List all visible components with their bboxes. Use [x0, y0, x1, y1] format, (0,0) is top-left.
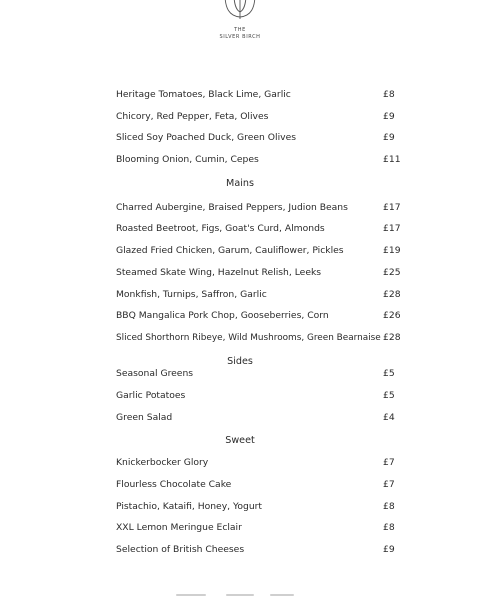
menu-item-price: £5	[383, 368, 395, 379]
menu-item-price: £9	[383, 111, 395, 122]
menu-item-name: Sliced Soy Poached Duck, Green Olives	[116, 132, 297, 143]
footer-decoration	[176, 594, 206, 596]
menu-item-price: £8	[383, 522, 395, 533]
section-heading-mains: Mains	[226, 178, 254, 189]
menu-item	[116, 456, 400, 470]
menu-item-price: £11	[383, 154, 401, 165]
menu-item-name: Knickerbocker Glory	[116, 457, 209, 468]
section-heading-sweet: Sweet	[225, 435, 255, 446]
menu-item	[116, 331, 400, 345]
menu-item-name: Glazed Fried Chicken, Garum, Cauliflower, Pickles	[116, 245, 344, 256]
menu-item	[116, 288, 400, 302]
menu-item-name: Roasted Beetroot, Figs, Goat's Curd, Almonds	[116, 223, 325, 234]
menu-item-price: £17	[383, 223, 401, 234]
menu-item-price: £25	[383, 267, 401, 278]
menu-item	[116, 88, 400, 102]
menu-item	[116, 500, 400, 514]
brand-line-the: THE	[234, 27, 246, 33]
menu-item-name: Seasonal Greens	[116, 368, 194, 379]
menu-item	[116, 389, 400, 403]
section-heading-sides: Sides	[227, 356, 253, 367]
menu-item-price: £17	[383, 202, 401, 213]
menu-item	[116, 131, 400, 145]
menu-item	[116, 110, 400, 124]
menu-item-name: Selection of British Cheeses	[116, 544, 245, 555]
menu-item	[116, 222, 400, 236]
menu-item-price: £8	[383, 501, 395, 512]
menu-item-name: Flourless Chocolate Cake	[116, 479, 232, 490]
menu-item	[116, 411, 400, 425]
menu-item	[116, 309, 400, 323]
menu-item-name: XXL Lemon Meringue Eclair	[116, 522, 242, 533]
menu-item-name: Garlic Potatoes	[116, 390, 186, 401]
menu-item	[116, 153, 400, 167]
menu-item-price: £4	[383, 412, 395, 423]
menu-item-price: £7	[383, 457, 395, 468]
menu-item-name: Chicory, Red Pepper, Feta, Olives	[116, 111, 269, 122]
menu-item-price: £28	[383, 289, 401, 300]
menu-item	[116, 367, 400, 381]
menu-item	[116, 543, 400, 557]
menu-item-price: £26	[383, 310, 401, 321]
menu-item-name: Blooming Onion, Cumin, Cepes	[116, 154, 259, 165]
birch-tree-emblem-icon	[219, 0, 261, 28]
menu-item-price: £9	[383, 132, 395, 143]
menu-item-price: £5	[383, 390, 395, 401]
menu-item-price: £19	[383, 245, 401, 256]
menu-item	[116, 201, 400, 215]
menu-item	[116, 521, 400, 535]
menu-item-name: Green Salad	[116, 412, 173, 423]
menu-item-price: £9	[383, 544, 395, 555]
brand-name: SILVER BIRCH	[219, 34, 261, 40]
menu-item	[116, 266, 400, 280]
menu-item-name: Steamed Skate Wing, Hazelnut Relish, Leeks	[116, 267, 322, 278]
menu-item-name: Sliced Shorthorn Ribeye, Wild Mushrooms, Green Bearnaise	[116, 333, 381, 343]
menu-item-price: £8	[383, 89, 395, 100]
menu-item-name: Pistachio, Kataifi, Honey, Yogurt	[116, 501, 263, 512]
menu-item-price: £7	[383, 479, 395, 490]
menu-item-name: BBQ Mangalica Pork Chop, Gooseberries, Corn	[116, 310, 329, 321]
menu-item-name: Heritage Tomatoes, Black Lime, Garlic	[116, 89, 291, 100]
menu-item-name: Monkfish, Turnips, Saffron, Garlic	[116, 289, 267, 300]
footer-decoration	[270, 594, 294, 596]
menu-item	[116, 478, 400, 492]
menu-item-price: £28	[383, 332, 401, 343]
menu-item	[116, 244, 400, 258]
footer-decoration	[226, 594, 254, 596]
menu-item-name: Charred Aubergine, Braised Peppers, Judion Beans	[116, 202, 348, 213]
